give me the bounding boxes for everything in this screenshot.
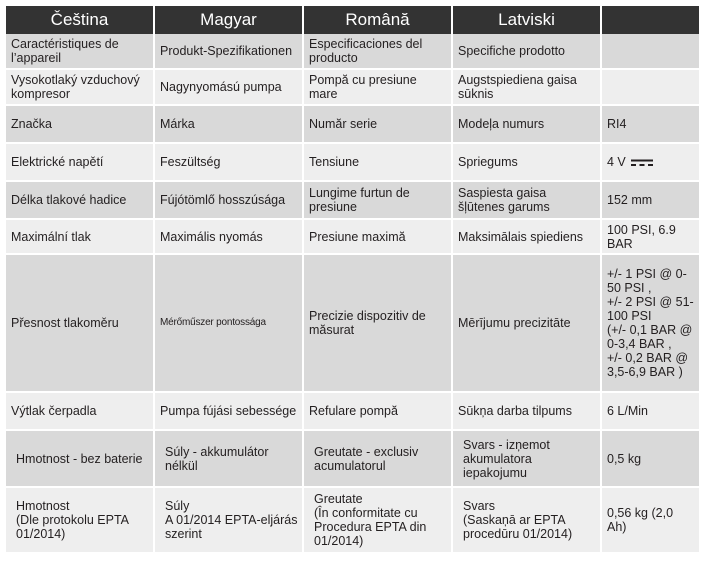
cell-value: 0,5 kg xyxy=(602,431,699,488)
header-cestina: Čeština xyxy=(6,6,155,34)
cell-value: 100 PSI, 6.9 BAR xyxy=(602,220,699,255)
cell-hu: Mérőműszer pontossága xyxy=(155,255,304,393)
cell-lv: Svars - izņemot akumulatora iepakojumu xyxy=(453,431,602,488)
row-compressor xyxy=(6,70,699,106)
voltage-value: 4 V xyxy=(607,155,626,169)
cell-lv: Svars (Saskaņā ar EPTA procedūru 01/2014) xyxy=(453,488,602,554)
cell-ro: Număr serie xyxy=(304,106,453,144)
cell-cs: Vysokotlaký vzduchový kompresor xyxy=(6,70,155,106)
cell-hu: Pumpa fújási sebessége xyxy=(155,393,304,431)
cell-ro: Especificaciones del producto xyxy=(304,34,453,70)
cell-value: 6 L/Min xyxy=(602,393,699,431)
cell-cs: Přesnost tlakoměru xyxy=(6,255,155,393)
header-value xyxy=(602,6,699,34)
cell-ro: Tensiune xyxy=(304,144,453,182)
spec-table-container xyxy=(6,6,699,554)
cell-value: 152 mm xyxy=(602,182,699,220)
row-product-specs xyxy=(6,34,699,70)
cell-ro: Refulare pompă xyxy=(304,393,453,431)
cell-hu: Súly - akkumulátor nélkül xyxy=(155,431,304,488)
cell-value xyxy=(602,70,699,106)
cell-hu: Márka xyxy=(155,106,304,144)
cell-hu: Feszültség xyxy=(155,144,304,182)
header-magyar: Magyar xyxy=(155,6,304,34)
cell-cs: Hmotnost (Dle protokolu EPTA 01/2014) xyxy=(6,488,155,554)
cell-hu: Maximális nyomás xyxy=(155,220,304,255)
cell-value-voltage xyxy=(602,144,699,182)
header-romana: Română xyxy=(304,6,453,34)
cell-ro: Greutate - exclusiv acumulatorul xyxy=(304,431,453,488)
cell-lv: Mērījumu precizitāte xyxy=(453,255,602,393)
cell-cs: Hmotnost - bez baterie xyxy=(6,431,155,488)
row-pump-displacement xyxy=(6,393,699,431)
dc-current-icon xyxy=(630,159,654,167)
row-weight-no-battery xyxy=(6,431,699,488)
row-gauge-accuracy xyxy=(6,255,699,393)
row-model xyxy=(6,106,699,144)
header-latviski: Latviski xyxy=(453,6,602,34)
row-weight-epta xyxy=(6,488,699,554)
cell-ro: Presiune maximă xyxy=(304,220,453,255)
cell-cs: Značka xyxy=(6,106,155,144)
cell-value: RI4 xyxy=(602,106,699,144)
cell-value xyxy=(602,34,699,70)
row-hose-length xyxy=(6,182,699,220)
cell-hu: Produkt-Spezifikationen xyxy=(155,34,304,70)
row-voltage xyxy=(6,144,699,182)
cell-ro: Lungime furtun de presiune xyxy=(304,182,453,220)
cell-cs: Výtlak čerpadla xyxy=(6,393,155,431)
cell-cs: Délka tlakové hadice xyxy=(6,182,155,220)
cell-value: +/- 1 PSI @ 0-50 PSI , +/- 2 PSI @ 51-100 PSI (+/- 0,1 BAR @ 0-3,4 BAR , +/- 0,2 BAR @ 3,5-6,9 BAR ) xyxy=(602,255,699,393)
row-max-pressure xyxy=(6,220,699,255)
cell-cs: Caractéristiques de l’appareil xyxy=(6,34,155,70)
header-row xyxy=(6,6,699,34)
cell-lv: Maksimālais spiediens xyxy=(453,220,602,255)
cell-hu: Súly A 01/2014 EPTA-eljárás szerint xyxy=(155,488,304,554)
cell-cs: Maximální tlak xyxy=(6,220,155,255)
cell-ro: Precizie dispozitiv de măsurat xyxy=(304,255,453,393)
cell-ro: Pompă cu presiune mare xyxy=(304,70,453,106)
cell-lv: Sūkņa darba tilpums xyxy=(453,393,602,431)
cell-lv: Modeļa numurs xyxy=(453,106,602,144)
cell-lv: Augstspiediena gaisa sūknis xyxy=(453,70,602,106)
cell-value: 0,56 kg (2,0 Ah) xyxy=(602,488,699,554)
cell-hu: Nagynyomású pumpa xyxy=(155,70,304,106)
cell-cs: Elektrické napětí xyxy=(6,144,155,182)
cell-ro: Greutate (În conformitate cu Procedura EPTA din 01/2014) xyxy=(304,488,453,554)
spec-table xyxy=(6,6,699,554)
cell-lv: Spriegums xyxy=(453,144,602,182)
cell-lv: Saspiesta gaisa šļūtenes garums xyxy=(453,182,602,220)
cell-hu: Fújótömlő hosszúsága xyxy=(155,182,304,220)
cell-lv: Specifiche prodotto xyxy=(453,34,602,70)
